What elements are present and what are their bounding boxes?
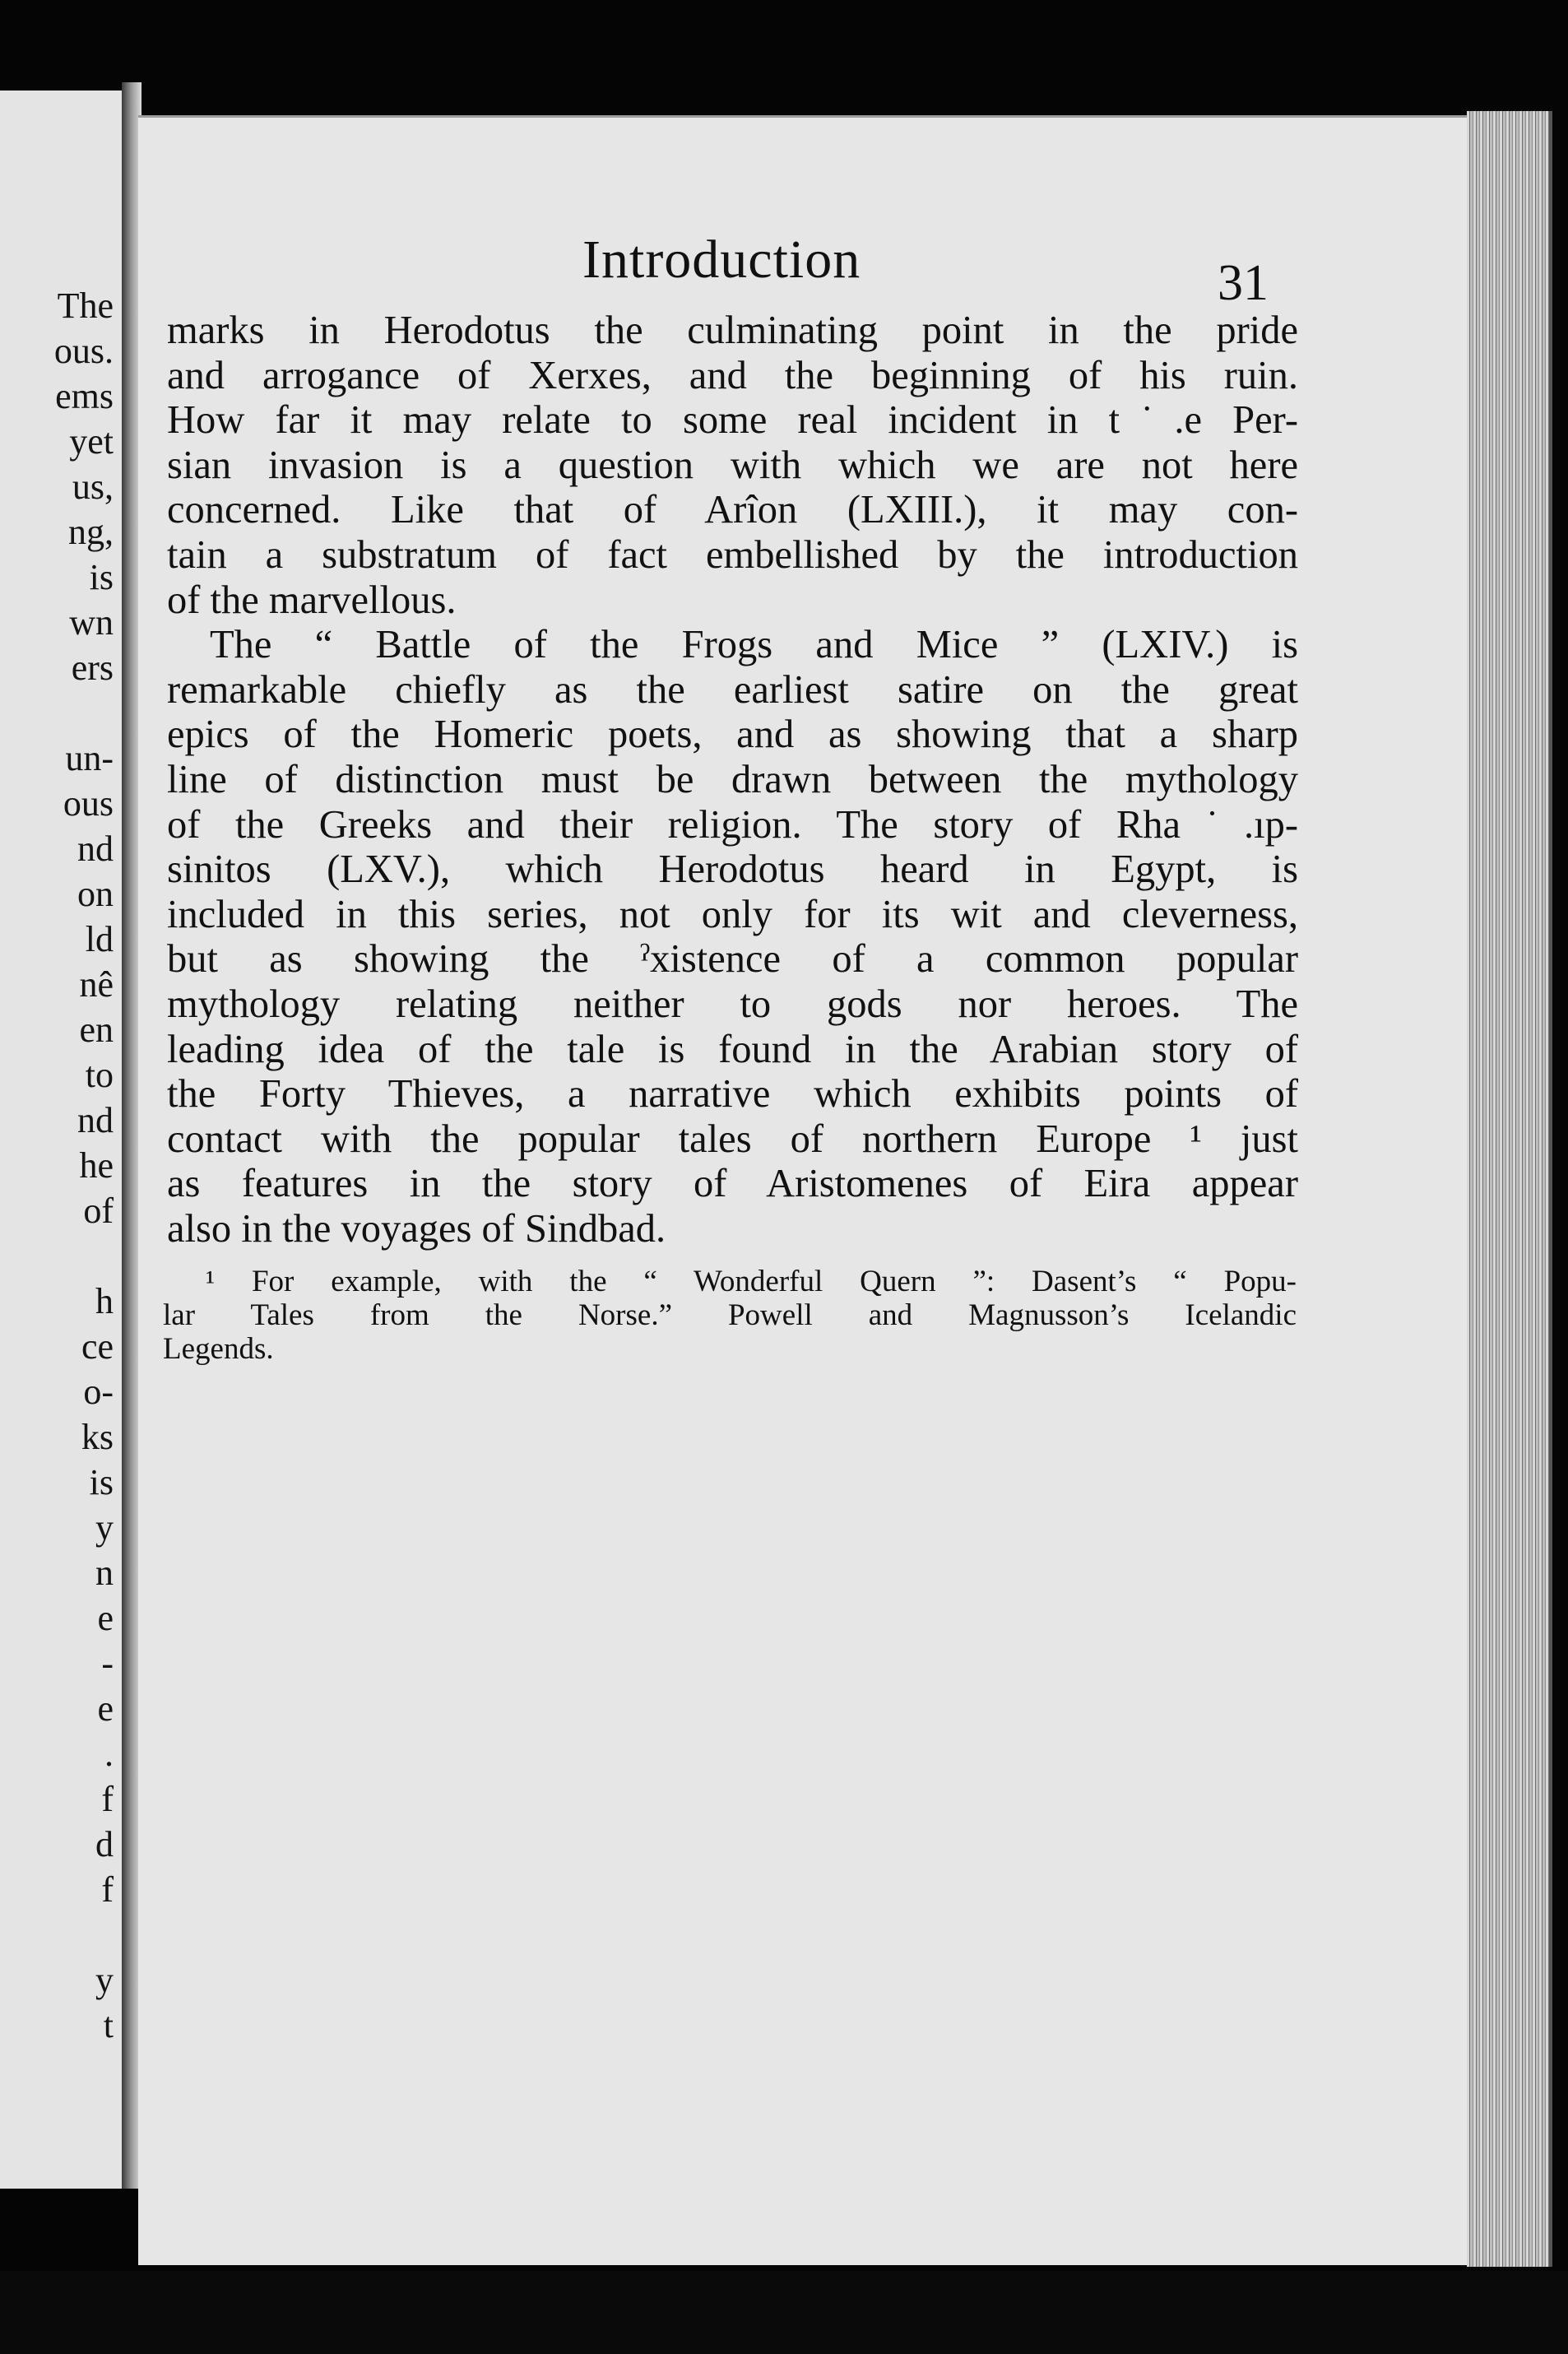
facing-page-fragment: is bbox=[89, 557, 114, 597]
body-line: but as showing the ˀxistence of a common popular bbox=[167, 937, 1298, 982]
facing-page-fragment: nê bbox=[79, 964, 114, 1005]
scanner-bed bbox=[0, 2271, 1568, 2354]
facing-page-fragment: us, bbox=[72, 467, 114, 507]
facing-page-fragment: t bbox=[103, 2005, 114, 2045]
body-line: sinitos (LXV.), which Herodotus heard in Egypt, is bbox=[167, 847, 1298, 892]
body-line: also in the voyages of Sindbad. bbox=[167, 1206, 666, 1251]
book-page bbox=[138, 115, 1467, 2265]
footnote bbox=[163, 1265, 1297, 1366]
facing-page-fragment: n bbox=[95, 1553, 114, 1593]
body-line: epics of the Homeric poets, and as showing that a sharp bbox=[167, 713, 1298, 757]
facing-page-fragment: ng, bbox=[68, 512, 114, 552]
facing-page-fragment: wn bbox=[69, 602, 114, 643]
facing-page-fragment: ous bbox=[63, 783, 114, 824]
body-line: line of distinction must be drawn between the mythology bbox=[167, 757, 1298, 801]
facing-page-fragment: ce bbox=[81, 1326, 114, 1367]
facing-page-fragment: d bbox=[95, 1824, 114, 1864]
body-line: of the Greeks and their religion. The story of Rha˙.ıp- bbox=[167, 802, 1298, 847]
facing-page-fragment: of bbox=[83, 1191, 114, 1231]
facing-page-fragment: nd bbox=[77, 1100, 114, 1140]
facing-page-fragment: ous. bbox=[53, 331, 114, 371]
facing-page-fragment: un- bbox=[65, 738, 114, 778]
facing-page-fragment: - bbox=[101, 1643, 114, 1683]
facing-page-fragment: e bbox=[97, 1598, 114, 1638]
facing-page-fragment: y bbox=[95, 1960, 114, 2000]
body-line: mythology relating neither to gods nor heroes. The bbox=[167, 982, 1298, 1026]
body-line: tain a substratum of fact embellished by the introduction bbox=[167, 532, 1298, 577]
body-line: as features in the story of Aristomenes of Eira appear bbox=[167, 1162, 1298, 1206]
facing-page-fragment: ems bbox=[55, 376, 114, 416]
facing-page-fragment: ks bbox=[81, 1417, 114, 1457]
facing-page-fragment: en bbox=[79, 1010, 114, 1050]
footnote-line: lar Tales from the Norse.” Powell and Magnusson’s Icelandic bbox=[163, 1298, 1297, 1332]
body-line: leading idea of the tale is found in the Arabian story of bbox=[167, 1027, 1298, 1071]
facing-page-fragment: ers bbox=[71, 648, 114, 688]
running-head: Introduction bbox=[582, 230, 861, 290]
body-line: and arrogance of Xerxes, and the beginning of his ruin. bbox=[167, 353, 1298, 397]
body-line: marks in Herodotus the culminating point in the pride bbox=[167, 309, 1298, 352]
body-line: included in this series, not only for its wit and cleverness, bbox=[167, 892, 1298, 936]
body-text bbox=[167, 309, 1298, 1251]
body-line: remarkable chiefly as the earliest satire on the great bbox=[167, 667, 1298, 712]
facing-page-fragment: o- bbox=[83, 1372, 114, 1412]
facing-page-fragment: y bbox=[95, 1507, 114, 1548]
facing-page-edge bbox=[0, 91, 128, 2189]
facing-page-fragment: f bbox=[101, 1869, 114, 1910]
body-line: How far it may relate to some real incident in t˙.e Per- bbox=[167, 398, 1298, 443]
body-line: sian invasion is a question with which we are not here bbox=[167, 443, 1298, 487]
facing-page-fragment: f bbox=[101, 1779, 114, 1819]
facing-page-fragment: on bbox=[77, 874, 114, 914]
facing-page-fragment: yet bbox=[69, 421, 114, 462]
footnote-line: ¹ For example, with the “ Wonderful Quern ”: Dasent’s “ Popu- bbox=[206, 1265, 1297, 1298]
facing-page-fragment: . bbox=[104, 1734, 114, 1774]
body-line: contact with the popular tales of northern Europe ¹ just bbox=[167, 1117, 1298, 1161]
facing-page-fragment: is bbox=[89, 1462, 114, 1502]
facing-page-fragment: nd bbox=[77, 829, 114, 869]
body-line: The “ Battle of the Frogs and Mice ” (LXIV.) is bbox=[210, 623, 1298, 667]
page-edges bbox=[1467, 111, 1552, 2267]
page-number: 31 bbox=[1218, 255, 1269, 311]
facing-page-fragment: The bbox=[57, 286, 114, 326]
facing-page-fragment: he bbox=[79, 1145, 114, 1186]
body-line: concerned. Like that of Arîon (LXIII.), it may con- bbox=[167, 488, 1298, 532]
facing-page-fragment: ld bbox=[85, 919, 114, 959]
body-line: of the marvellous. bbox=[167, 578, 457, 622]
facing-page-fragment: e bbox=[97, 1688, 114, 1729]
footnote-line: Legends. bbox=[163, 1332, 274, 1366]
facing-page-fragment: h bbox=[95, 1281, 114, 1321]
facing-page-fragment: to bbox=[85, 1055, 114, 1095]
body-line: the Forty Thieves, a narrative which exhibits points of bbox=[167, 1072, 1298, 1117]
